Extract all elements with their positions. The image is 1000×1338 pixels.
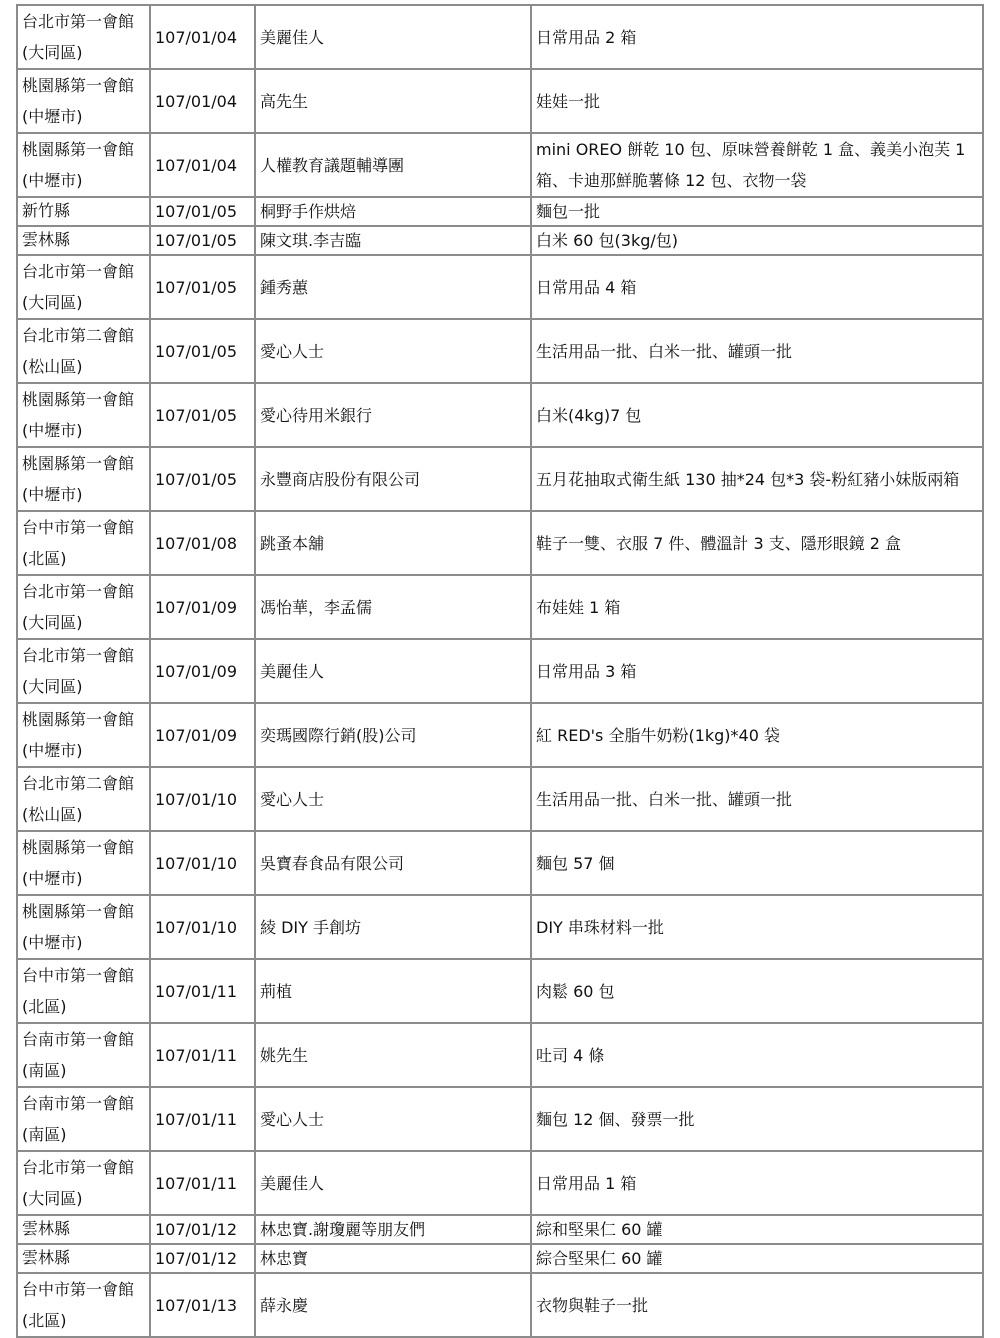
table-row: [17, 226, 983, 255]
donated-items-cell: 肉鬆 60 包: [531, 959, 983, 1023]
donor-cell: 鍾秀蕙: [255, 255, 531, 319]
donated-items-cell: DIY 串珠材料一批: [531, 895, 983, 959]
donor-cell: 永豐商店股份有限公司: [255, 447, 531, 511]
date-cell: 107/01/09: [150, 575, 255, 639]
date-cell: 107/01/11: [150, 959, 255, 1023]
donated-items-cell: 日常用品 2 箱: [531, 5, 983, 69]
donor-cell: 人權教育議題輔導團: [255, 133, 531, 197]
donated-items-cell: 布娃娃 1 箱: [531, 575, 983, 639]
donation-table: [16, 4, 984, 1338]
date-cell: 107/01/05: [150, 226, 255, 255]
donated-items-cell: 衣物與鞋子一批: [531, 1273, 983, 1337]
donated-items-cell: 生活用品一批、白米一批、罐頭一批: [531, 767, 983, 831]
date-cell: 107/01/08: [150, 511, 255, 575]
date-cell: 107/01/10: [150, 767, 255, 831]
donated-items-cell: 日常用品 1 箱: [531, 1151, 983, 1215]
donor-cell: 林忠寶.謝瓊麗等朋友們: [255, 1215, 531, 1244]
donated-items-cell: 日常用品 3 箱: [531, 639, 983, 703]
table-row: [17, 1087, 983, 1151]
date-cell: 107/01/04: [150, 133, 255, 197]
date-cell: 107/01/05: [150, 447, 255, 511]
donated-items-cell: 紅 RED's 全脂牛奶粉(1kg)*40 袋: [531, 703, 983, 767]
table-row: [17, 639, 983, 703]
donated-items-cell: 麵包 57 個: [531, 831, 983, 895]
organization-cell: 桃園縣第一會館 (中壢市): [17, 383, 150, 447]
table-row: [17, 767, 983, 831]
donor-cell: 薛永慶: [255, 1273, 531, 1337]
organization-cell: 台北市第一會館 (大同區): [17, 575, 150, 639]
donor-cell: 林忠寶: [255, 1244, 531, 1273]
table-row: [17, 133, 983, 197]
organization-cell: 雲林縣: [17, 1244, 150, 1273]
table-row: [17, 511, 983, 575]
donor-cell: 姚先生: [255, 1023, 531, 1087]
date-cell: 107/01/05: [150, 383, 255, 447]
donor-cell: 愛心人士: [255, 1087, 531, 1151]
organization-cell: 台中市第一會館 (北區): [17, 1273, 150, 1337]
date-cell: 107/01/12: [150, 1215, 255, 1244]
table-row: [17, 69, 983, 133]
table-row: [17, 1244, 983, 1273]
date-cell: 107/01/05: [150, 255, 255, 319]
table-row: [17, 197, 983, 226]
donated-items-cell: 日常用品 4 箱: [531, 255, 983, 319]
donor-cell: 奕瑪國際行銷(股)公司: [255, 703, 531, 767]
donor-cell: 吳寶春食品有限公司: [255, 831, 531, 895]
table-row: [17, 831, 983, 895]
date-cell: 107/01/09: [150, 703, 255, 767]
donated-items-cell: 麵包一批: [531, 197, 983, 226]
table-row: [17, 447, 983, 511]
organization-cell: 桃園縣第一會館 (中壢市): [17, 831, 150, 895]
table-row: [17, 1023, 983, 1087]
date-cell: 107/01/04: [150, 5, 255, 69]
donor-cell: 美麗佳人: [255, 1151, 531, 1215]
donation-table-container: [16, 4, 984, 1338]
date-cell: 107/01/10: [150, 831, 255, 895]
date-cell: 107/01/11: [150, 1023, 255, 1087]
organization-cell: 台北市第一會館 (大同區): [17, 639, 150, 703]
donor-cell: 愛心人士: [255, 319, 531, 383]
donor-cell: 美麗佳人: [255, 5, 531, 69]
donated-items-cell: 白米(4kg)7 包: [531, 383, 983, 447]
organization-cell: 桃園縣第一會館 (中壢市): [17, 895, 150, 959]
date-cell: 107/01/04: [150, 69, 255, 133]
donor-cell: 美麗佳人: [255, 639, 531, 703]
donor-cell: 愛心待用米銀行: [255, 383, 531, 447]
table-row: [17, 255, 983, 319]
organization-cell: 台北市第一會館 (大同區): [17, 255, 150, 319]
table-row: [17, 1151, 983, 1215]
donation-table-body: [17, 5, 983, 1337]
organization-cell: 桃園縣第一會館 (中壢市): [17, 703, 150, 767]
donated-items-cell: 綜合堅果仁 60 罐: [531, 1244, 983, 1273]
donor-cell: 陳文琪.李吉臨: [255, 226, 531, 255]
table-row: [17, 5, 983, 69]
donor-cell: 愛心人士: [255, 767, 531, 831]
donor-cell: 綾 DIY 手創坊: [255, 895, 531, 959]
date-cell: 107/01/13: [150, 1273, 255, 1337]
donated-items-cell: 娃娃一批: [531, 69, 983, 133]
organization-cell: 桃園縣第一會館 (中壢市): [17, 447, 150, 511]
table-row: [17, 1273, 983, 1337]
organization-cell: 台北市第二會館 (松山區): [17, 319, 150, 383]
organization-cell: 桃園縣第一會館 (中壢市): [17, 133, 150, 197]
donated-items-cell: 麵包 12 個、發票一批: [531, 1087, 983, 1151]
organization-cell: 桃園縣第一會館 (中壢市): [17, 69, 150, 133]
organization-cell: 新竹縣: [17, 197, 150, 226]
donated-items-cell: 五月花抽取式衛生紙 130 抽*24 包*3 袋-粉紅豬小妹版兩箱: [531, 447, 983, 511]
organization-cell: 台中市第一會館 (北區): [17, 511, 150, 575]
table-row: [17, 959, 983, 1023]
donor-cell: 跳蚤本舖: [255, 511, 531, 575]
table-row: [17, 895, 983, 959]
organization-cell: 台南市第一會館 (南區): [17, 1023, 150, 1087]
donated-items-cell: 生活用品一批、白米一批、罐頭一批: [531, 319, 983, 383]
date-cell: 107/01/10: [150, 895, 255, 959]
organization-cell: 台北市第一會館 (大同區): [17, 1151, 150, 1215]
donor-cell: 桐野手作烘焙: [255, 197, 531, 226]
date-cell: 107/01/09: [150, 639, 255, 703]
table-row: [17, 703, 983, 767]
date-cell: 107/01/11: [150, 1151, 255, 1215]
organization-cell: 台北市第二會館 (松山區): [17, 767, 150, 831]
date-cell: 107/01/05: [150, 319, 255, 383]
donated-items-cell: 鞋子一雙、衣服 7 件、體溫計 3 支、隱形眼鏡 2 盒: [531, 511, 983, 575]
donor-cell: 馮怡華，李孟儒: [255, 575, 531, 639]
table-row: [17, 319, 983, 383]
organization-cell: 台南市第一會館 (南區): [17, 1087, 150, 1151]
donated-items-cell: 吐司 4 條: [531, 1023, 983, 1087]
donor-cell: 荊植: [255, 959, 531, 1023]
donated-items-cell: 綜和堅果仁 60 罐: [531, 1215, 983, 1244]
organization-cell: 雲林縣: [17, 226, 150, 255]
table-row: [17, 1215, 983, 1244]
date-cell: 107/01/05: [150, 197, 255, 226]
organization-cell: 雲林縣: [17, 1215, 150, 1244]
organization-cell: 台北市第一會館 (大同區): [17, 5, 150, 69]
date-cell: 107/01/12: [150, 1244, 255, 1273]
date-cell: 107/01/11: [150, 1087, 255, 1151]
table-row: [17, 383, 983, 447]
donated-items-cell: mini OREO 餅乾 10 包、原味營養餅乾 1 盒、義美小泡芙 1 箱、卡迪那鮮脆薯條 12 包、衣物一袋: [531, 133, 983, 197]
table-row: [17, 575, 983, 639]
organization-cell: 台中市第一會館 (北區): [17, 959, 150, 1023]
donor-cell: 高先生: [255, 69, 531, 133]
donated-items-cell: 白米 60 包(3kg/包): [531, 226, 983, 255]
